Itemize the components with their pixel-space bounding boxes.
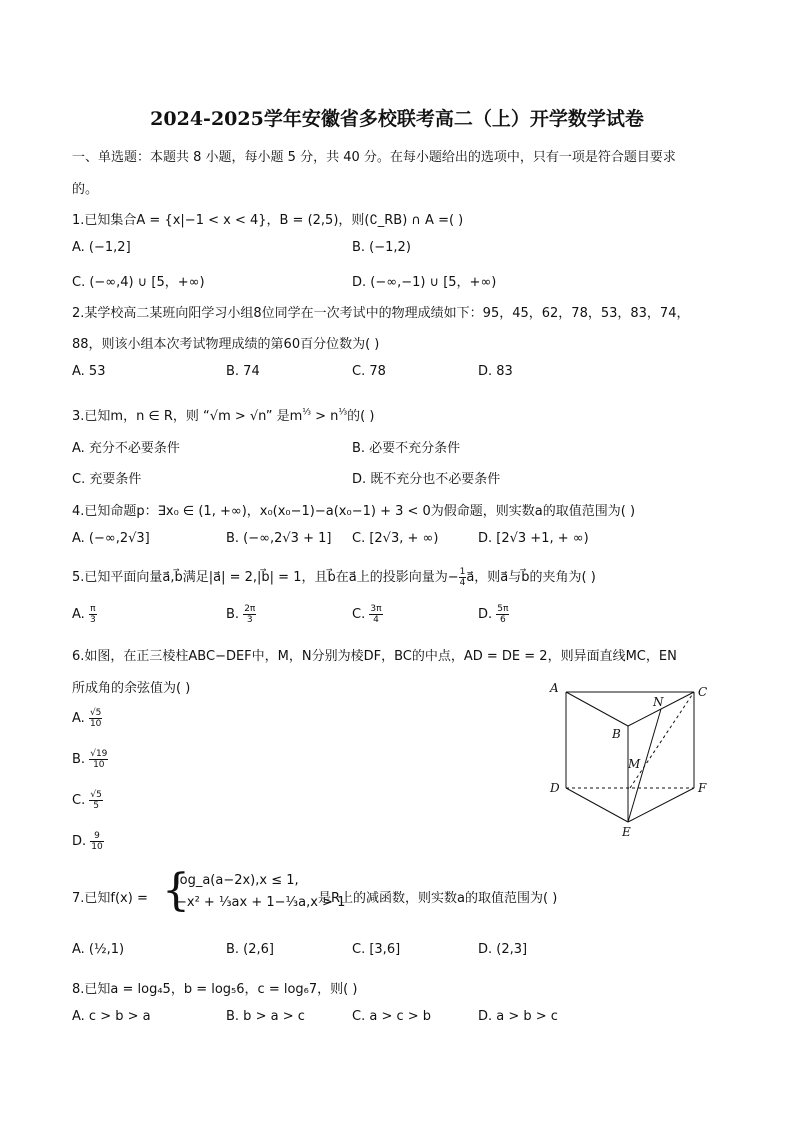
- q7-option-b: B. (2,6]: [226, 942, 275, 957]
- q1-option-b: B. (−1,2): [352, 240, 411, 255]
- q4-option-c: C. [2√3, + ∞): [352, 531, 439, 546]
- q1-option-c: C. (−∞,4) ∪ [5，+∞): [72, 275, 205, 290]
- q3-option-c: C. 充要条件: [72, 472, 142, 487]
- edge-ef: [628, 788, 694, 822]
- q6-option-b: B. $\frac{√19}{10}$: [72, 749, 108, 770]
- question-4-stem: 4.已知命题p：∃x₀ ∈ (1, +∞)，x₀(x₀−1)−a(x₀−1) + 3 < 0为假命题，则实数a的取值范围为( ): [72, 504, 636, 519]
- edge-de: [566, 788, 628, 822]
- q1-option-d: D. (−∞,−1) ∪ [5，+∞): [352, 275, 497, 290]
- question-5-stem: 5.已知平面向量a⃗,b⃗满足|a⃗| = 2,|b⃗| = 1，且b⃗在a⃗上的投影向量为− $\frac{1}{4}$ a⃗，则a⃗与b⃗的夹角为( ): [72, 567, 596, 588]
- q1-option-a: A. (−1,2]: [72, 240, 131, 255]
- q4-option-d: D. [2√3 +1, + ∞): [478, 531, 589, 546]
- prism-figure: [540, 680, 720, 840]
- q5-option-a: A. $\frac{\pi}{3}$: [72, 604, 96, 625]
- question-1-stem: 1.已知集合A = {x|−1 < x < 4}，B = (2,5)，则(∁_RB) ∩ A =( ): [72, 213, 464, 228]
- q3-option-a: A. 充分不必要条件: [72, 441, 180, 456]
- label-e: E: [622, 825, 631, 839]
- q5-option-c: C. $\frac{3\pi}{4}$: [352, 604, 382, 625]
- question-7-stem-pre: 7.已知f(x) =: [72, 891, 148, 906]
- q6-option-a: A. $\frac{√5}{10}$: [72, 708, 102, 729]
- q8-option-b: B. b > a > c: [226, 1009, 305, 1024]
- label-c: C: [698, 685, 708, 699]
- q6-option-c: C. $\frac{√5}{5}$: [72, 790, 102, 811]
- q5-stem-post: a⃗，则a⃗与b⃗的夹角为( ): [466, 570, 596, 585]
- q4-option-b: B. (−∞,2√3 + 1]: [226, 531, 332, 546]
- q8-option-c: C. a > c > b: [352, 1009, 432, 1024]
- question-2-stem-cont: 88，则该小组本次考试物理成绩的第60百分位数为( ): [72, 337, 380, 352]
- label-n: N: [653, 695, 664, 709]
- q8-option-d: D. a > b > c: [478, 1009, 558, 1024]
- q8-option-a: A. c > b > a: [72, 1009, 151, 1024]
- q2-option-a: A. 53: [72, 364, 106, 379]
- q6-option-d: D. $\frac{9}{10}$: [72, 831, 103, 852]
- q7-option-c: C. [3,6]: [352, 942, 401, 957]
- paper-title: 2024-2025学年安徽省多校联考高二（上）开学数学试卷: [150, 108, 644, 130]
- q5-option-b: B. $\frac{2\pi}{3}$: [226, 604, 256, 625]
- label-d: D: [550, 781, 560, 795]
- q3-option-b: B. 必要不充分条件: [352, 441, 461, 456]
- q2-option-b: B. 74: [226, 364, 260, 379]
- label-b: B: [612, 727, 621, 741]
- piecewise-brace: {: [162, 865, 190, 916]
- section-heading-cont: 的。: [72, 182, 99, 197]
- q4-option-a: A. (−∞,2√3]: [72, 531, 150, 546]
- section-heading: 一、单选题：本题共 8 小题，每小题 5 分，共 40 分。在每小题给出的选项中，只有一项是符合题目要求: [72, 150, 676, 165]
- q7-piece-2: −x² + ⅓ax + 1−⅓a,x > 1: [176, 895, 346, 910]
- q3-option-d: D. 既不充分也不必要条件: [352, 472, 501, 487]
- question-7-stem-post: 是R上的减函数，则实数a的取值范围为( ): [318, 891, 558, 906]
- label-f: F: [698, 781, 707, 795]
- q2-option-c: C. 78: [352, 364, 386, 379]
- q7-piece-1: log_a(a−2x),x ≤ 1,: [176, 873, 299, 888]
- question-6-stem: 6.如图，在正三棱柱ABC−DEF中，M，N分别为棱DF，BC的中点，AD = DE = 2，则异面直线MC，EN: [72, 649, 677, 664]
- q5-stem-pre: 5.已知平面向量a⃗,b⃗满足|a⃗| = 2,|b⃗| = 1，且b⃗在a⃗上的投影向量为−: [72, 570, 459, 585]
- q7-option-d: D. (2,3]: [478, 942, 528, 957]
- q3-stem-post: 的( ): [347, 409, 375, 424]
- question-8-stem: 8.已知a = log₄5，b = log₅6，c = log₆7，则( ): [72, 982, 358, 997]
- label-a: A: [550, 681, 559, 695]
- question-6-stem-cont: 所成角的余弦值为( ): [72, 681, 191, 696]
- q3-stem-pre: 3.已知m，n ∈ R，则 “√m > √n” 是m: [72, 409, 303, 424]
- edge-ab: [566, 692, 628, 726]
- q2-option-d: D. 83: [478, 364, 513, 379]
- label-m: M: [628, 757, 641, 771]
- q7-option-a: A. (½,1): [72, 942, 125, 957]
- question-3-stem: 3.已知m，n ∈ R，则 “√m > √n” 是$m^{\frac{1}{3}} > n^{\frac{1}{3}}$的( ): [72, 407, 375, 424]
- q5-option-d: D. $\frac{5\pi}{6}$: [478, 604, 509, 625]
- question-2-stem: 2.某学校高二某班向阳学习小组8位同学在一次考试中的物理成绩如下：95，45，62，78，53，83，74，: [72, 306, 690, 321]
